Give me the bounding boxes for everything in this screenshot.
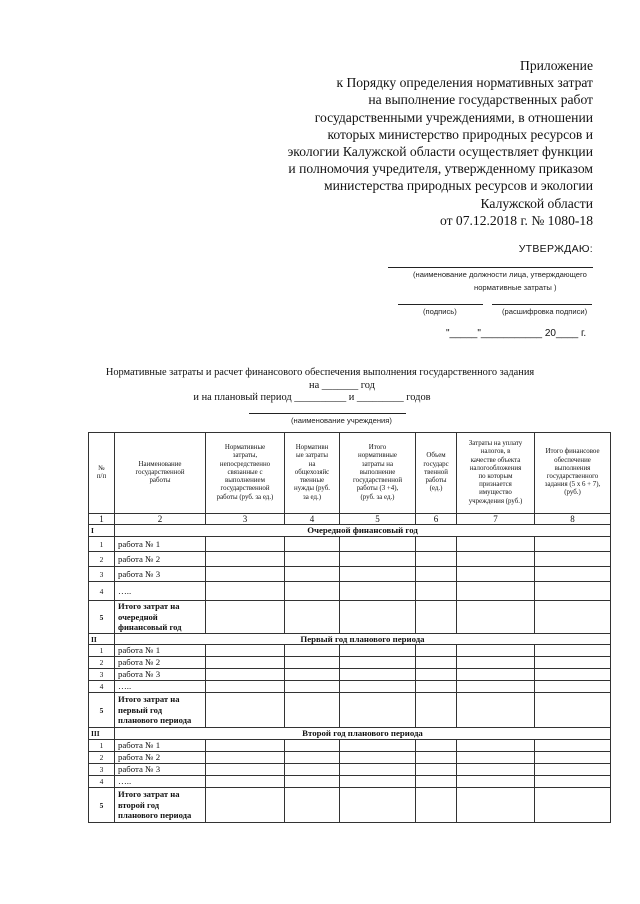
position-line bbox=[388, 267, 593, 268]
work-name: работа № 1 bbox=[115, 537, 206, 552]
column-number: 3 bbox=[206, 514, 285, 525]
work-name: работа № 1 bbox=[115, 645, 206, 657]
empty-cell bbox=[285, 601, 340, 634]
row-number: 3 bbox=[89, 567, 115, 582]
column-header bbox=[416, 433, 457, 514]
work-name: работа № 3 bbox=[115, 669, 206, 681]
column-header bbox=[340, 433, 416, 514]
empty-cell bbox=[416, 601, 457, 634]
column-number: 6 bbox=[416, 514, 457, 525]
work-name: работа № 2 bbox=[115, 552, 206, 567]
empty-cell bbox=[457, 552, 535, 567]
total-number: 5 bbox=[89, 788, 115, 823]
column-header-line: налогов, в bbox=[480, 448, 511, 456]
empty-cell bbox=[285, 740, 340, 752]
section-title: Второй год планового периода bbox=[115, 728, 611, 740]
column-header-line: Наименование bbox=[138, 460, 182, 468]
empty-cell bbox=[535, 645, 611, 657]
empty-cell bbox=[535, 537, 611, 552]
empty-cell bbox=[340, 693, 416, 728]
empty-cell bbox=[416, 669, 457, 681]
empty-cell bbox=[535, 740, 611, 752]
empty-cell bbox=[340, 776, 416, 788]
column-header-line: государственного bbox=[546, 473, 599, 480]
column-header-line: работы (руб. за ед.) bbox=[216, 493, 274, 501]
table-header-row bbox=[89, 433, 611, 514]
empty-cell bbox=[285, 669, 340, 681]
header-line: от 07.12.2018 г. № 1080-18 bbox=[439, 212, 593, 228]
column-header-line: твенные bbox=[299, 477, 325, 485]
column-header-line: выполнения bbox=[554, 464, 591, 472]
header-line: государственными учреждениями, в отношении bbox=[314, 109, 593, 125]
empty-cell bbox=[206, 601, 285, 634]
empty-cell bbox=[340, 752, 416, 764]
row-number: 1 bbox=[89, 645, 115, 657]
empty-cell bbox=[206, 552, 285, 567]
empty-cell bbox=[457, 788, 535, 823]
empty-cell bbox=[535, 582, 611, 601]
column-header bbox=[535, 433, 611, 514]
total-label bbox=[115, 788, 206, 823]
empty-cell bbox=[535, 788, 611, 823]
institution-caption: (наименование учреждения) bbox=[291, 416, 392, 425]
empty-cell bbox=[535, 669, 611, 681]
header-line: к Порядку определения нормативных затрат bbox=[336, 75, 593, 91]
column-header-line: твенной bbox=[424, 468, 448, 476]
empty-cell bbox=[457, 681, 535, 693]
table-row bbox=[89, 669, 611, 681]
empty-cell bbox=[285, 582, 340, 601]
empty-cell bbox=[416, 567, 457, 582]
column-header-line: работы bbox=[149, 477, 171, 485]
empty-cell bbox=[206, 567, 285, 582]
total-label-line: Итого затрат на bbox=[118, 601, 180, 612]
empty-cell bbox=[206, 776, 285, 788]
empty-cell bbox=[285, 567, 340, 582]
row-number: 3 bbox=[89, 764, 115, 776]
empty-cell bbox=[535, 657, 611, 669]
table-row bbox=[89, 657, 611, 669]
empty-cell bbox=[457, 657, 535, 669]
empty-cell bbox=[285, 788, 340, 823]
empty-cell bbox=[457, 752, 535, 764]
row-number: 2 bbox=[89, 752, 115, 764]
column-header-line: непосредственно bbox=[219, 460, 271, 468]
row-number: 3 bbox=[89, 669, 115, 681]
column-header-line: работы (3 +4), bbox=[356, 485, 399, 493]
empty-cell bbox=[416, 788, 457, 823]
institution-line bbox=[249, 413, 406, 414]
empty-cell bbox=[340, 764, 416, 776]
column-header-line: за ед.) bbox=[303, 493, 321, 501]
empty-cell bbox=[206, 752, 285, 764]
total-label-line: Итого затрат на bbox=[118, 789, 180, 800]
column-header-line: нормативные bbox=[358, 452, 397, 460]
empty-cell bbox=[457, 582, 535, 601]
table-row bbox=[89, 752, 611, 764]
column-number: 1 bbox=[89, 514, 115, 525]
total-number: 5 bbox=[89, 601, 115, 634]
column-header-line: учреждения (руб.) bbox=[468, 497, 523, 505]
header-line: на выполнение государственных работ bbox=[368, 92, 593, 108]
column-header-line: Нормативн bbox=[295, 444, 329, 452]
column-header-line: качестве объекта bbox=[470, 456, 521, 464]
appendix-header bbox=[287, 57, 593, 229]
approval-title: УТВЕРЖДАЮ: bbox=[518, 243, 593, 255]
empty-cell bbox=[416, 537, 457, 552]
column-header-line: № bbox=[98, 464, 105, 472]
section-title: Первый год планового периода bbox=[115, 634, 611, 645]
column-header-line: общехозяйс bbox=[294, 468, 330, 476]
column-header-line: государственной bbox=[220, 485, 270, 493]
empty-cell bbox=[340, 537, 416, 552]
header-line: экологии Калужской области осуществляет функции bbox=[287, 144, 593, 160]
row-number: 1 bbox=[89, 537, 115, 552]
row-number: 1 bbox=[89, 740, 115, 752]
total-label bbox=[115, 693, 206, 728]
empty-cell bbox=[340, 788, 416, 823]
empty-cell bbox=[340, 582, 416, 601]
column-header bbox=[457, 433, 535, 514]
table-row bbox=[89, 740, 611, 752]
signature-line bbox=[398, 304, 483, 305]
column-header-line: затраты, bbox=[232, 452, 258, 460]
empty-cell bbox=[285, 657, 340, 669]
empty-cell bbox=[285, 764, 340, 776]
empty-cell bbox=[285, 681, 340, 693]
column-header-line: выполнением bbox=[225, 477, 265, 485]
empty-cell bbox=[285, 776, 340, 788]
column-header-line: обеспечение bbox=[554, 456, 591, 464]
column-header-line: государственной bbox=[352, 477, 403, 485]
work-name: работа № 3 bbox=[115, 764, 206, 776]
position-caption-2: нормативные затраты ) bbox=[474, 283, 557, 292]
empty-cell bbox=[535, 567, 611, 582]
work-name: работа № 2 bbox=[115, 752, 206, 764]
total-label-line: финансовый год bbox=[118, 622, 182, 633]
empty-cell bbox=[206, 657, 285, 669]
doc-title-year: на _______ год bbox=[309, 380, 375, 391]
column-number-row bbox=[89, 514, 611, 525]
section-roman: I bbox=[89, 525, 115, 537]
empty-cell bbox=[416, 552, 457, 567]
column-header-line: признается bbox=[479, 481, 512, 489]
position-caption: (наименование должности лица, утверждающего bbox=[413, 270, 587, 279]
column-header-line: ые затраты bbox=[295, 452, 329, 460]
empty-cell bbox=[285, 752, 340, 764]
approval-date: "_____"___________ 20____ г. bbox=[446, 328, 587, 339]
total-label-line: Итого затрат на bbox=[118, 694, 180, 705]
table-row bbox=[89, 764, 611, 776]
empty-cell bbox=[206, 681, 285, 693]
column-header-line: государственной bbox=[135, 468, 185, 476]
empty-cell bbox=[457, 740, 535, 752]
total-label bbox=[115, 601, 206, 634]
column-header-line: Затраты на уплату bbox=[468, 440, 523, 448]
table-row bbox=[89, 582, 611, 601]
column-header bbox=[115, 433, 206, 514]
table-row bbox=[89, 776, 611, 788]
empty-cell bbox=[457, 764, 535, 776]
column-header-line: Нормативные bbox=[224, 444, 266, 452]
empty-cell bbox=[535, 764, 611, 776]
empty-cell bbox=[206, 788, 285, 823]
section-title: Очередной финансовый год bbox=[115, 525, 611, 537]
header-line: которых министерство природных ресурсов и bbox=[327, 126, 593, 142]
column-header-line: Объем bbox=[426, 452, 446, 460]
empty-cell bbox=[457, 537, 535, 552]
column-header-line: затраты на bbox=[361, 460, 394, 468]
empty-cell bbox=[416, 645, 457, 657]
header-line: министерства природных ресурсов и экологии bbox=[324, 178, 593, 194]
empty-cell bbox=[340, 601, 416, 634]
empty-cell bbox=[206, 740, 285, 752]
section-row bbox=[89, 634, 611, 645]
empty-cell bbox=[535, 681, 611, 693]
row-number: 4 bbox=[89, 776, 115, 788]
work-name: работа № 2 bbox=[115, 657, 206, 669]
column-header-line: нужды (руб. bbox=[294, 485, 330, 493]
table-row bbox=[89, 552, 611, 567]
empty-cell bbox=[416, 776, 457, 788]
column-header-line: выполнение bbox=[359, 468, 396, 476]
decode-caption: (расшифровка подписи) bbox=[502, 307, 588, 316]
empty-cell bbox=[416, 681, 457, 693]
header-line: и полномочия учредителя, утвержденному приказом bbox=[288, 161, 593, 177]
column-header-line: п/п bbox=[96, 473, 107, 480]
column-header bbox=[285, 433, 340, 514]
empty-cell bbox=[416, 740, 457, 752]
row-number: 2 bbox=[89, 657, 115, 669]
empty-cell bbox=[206, 693, 285, 728]
row-number: 4 bbox=[89, 582, 115, 601]
empty-cell bbox=[206, 645, 285, 657]
empty-cell bbox=[457, 567, 535, 582]
empty-cell bbox=[457, 645, 535, 657]
empty-cell bbox=[535, 693, 611, 728]
work-name: ….. bbox=[115, 776, 206, 788]
empty-cell bbox=[416, 582, 457, 601]
doc-title-period: и на плановый период __________ и _________ годов bbox=[193, 392, 431, 403]
empty-cell bbox=[285, 693, 340, 728]
empty-cell bbox=[535, 752, 611, 764]
row-number: 2 bbox=[89, 552, 115, 567]
total-row bbox=[89, 601, 611, 634]
empty-cell bbox=[206, 582, 285, 601]
costs-table bbox=[88, 432, 611, 823]
header-line: Приложение bbox=[520, 58, 593, 73]
empty-cell bbox=[535, 601, 611, 634]
column-header-line: задания (5 х 6 + 7), bbox=[544, 481, 601, 489]
table-row bbox=[89, 567, 611, 582]
empty-cell bbox=[457, 693, 535, 728]
work-name: работа № 3 bbox=[115, 567, 206, 582]
column-header-line: государс bbox=[423, 460, 449, 468]
empty-cell bbox=[285, 537, 340, 552]
column-header-line: Итого bbox=[368, 444, 387, 452]
total-row bbox=[89, 788, 611, 823]
empty-cell bbox=[206, 669, 285, 681]
column-number: 2 bbox=[115, 514, 206, 525]
empty-cell bbox=[416, 693, 457, 728]
empty-cell bbox=[285, 552, 340, 567]
empty-cell bbox=[340, 645, 416, 657]
empty-cell bbox=[340, 567, 416, 582]
total-label-line: планового периода bbox=[118, 810, 192, 821]
empty-cell bbox=[285, 645, 340, 657]
total-label-line: очередной bbox=[118, 611, 158, 622]
column-header-line: работы bbox=[425, 477, 447, 485]
section-row bbox=[89, 728, 611, 740]
total-row bbox=[89, 693, 611, 728]
section-row bbox=[89, 525, 611, 537]
empty-cell bbox=[340, 681, 416, 693]
empty-cell bbox=[457, 669, 535, 681]
column-header-line: (ед.) bbox=[429, 485, 443, 493]
signature-caption: (подпись) bbox=[423, 307, 457, 316]
column-header bbox=[206, 433, 285, 514]
table-row bbox=[89, 537, 611, 552]
empty-cell bbox=[416, 657, 457, 669]
column-header-line: налогообложения bbox=[469, 464, 522, 472]
empty-cell bbox=[535, 552, 611, 567]
header-line: Калужской области bbox=[480, 195, 593, 211]
total-number: 5 bbox=[89, 693, 115, 728]
doc-title: Нормативные затраты и расчет финансового обеспечения выполнения государственного задания bbox=[105, 367, 535, 378]
table-row bbox=[89, 645, 611, 657]
empty-cell bbox=[340, 740, 416, 752]
empty-cell bbox=[457, 601, 535, 634]
column-header-line: по которым bbox=[478, 473, 513, 480]
column-header-line: на bbox=[308, 460, 316, 468]
empty-cell bbox=[340, 669, 416, 681]
row-number: 4 bbox=[89, 681, 115, 693]
column-header-line: связанные с bbox=[227, 468, 263, 476]
work-name: ….. bbox=[115, 681, 206, 693]
column-header bbox=[89, 433, 115, 514]
column-header-line: (руб. за ед.) bbox=[360, 493, 395, 501]
table-row bbox=[89, 681, 611, 693]
empty-cell bbox=[340, 552, 416, 567]
empty-cell bbox=[457, 776, 535, 788]
column-number: 4 bbox=[285, 514, 340, 525]
total-label-line: первый год bbox=[118, 704, 163, 715]
section-roman: II bbox=[89, 634, 115, 645]
empty-cell bbox=[206, 764, 285, 776]
column-number: 7 bbox=[457, 514, 535, 525]
column-header-line: Итого финансовое bbox=[545, 448, 600, 456]
column-number: 5 bbox=[340, 514, 416, 525]
empty-cell bbox=[340, 657, 416, 669]
empty-cell bbox=[535, 776, 611, 788]
work-name: ….. bbox=[115, 582, 206, 601]
empty-cell bbox=[206, 537, 285, 552]
total-label-line: второй год bbox=[118, 799, 160, 810]
section-roman: III bbox=[89, 728, 115, 740]
empty-cell bbox=[416, 764, 457, 776]
decode-line bbox=[492, 304, 592, 305]
work-name: работа № 1 bbox=[115, 740, 206, 752]
column-header-line: имущество bbox=[479, 489, 512, 497]
total-label-line: планового периода bbox=[118, 715, 192, 726]
column-header-line: (руб.) bbox=[564, 489, 581, 497]
column-number: 8 bbox=[535, 514, 611, 525]
empty-cell bbox=[416, 752, 457, 764]
